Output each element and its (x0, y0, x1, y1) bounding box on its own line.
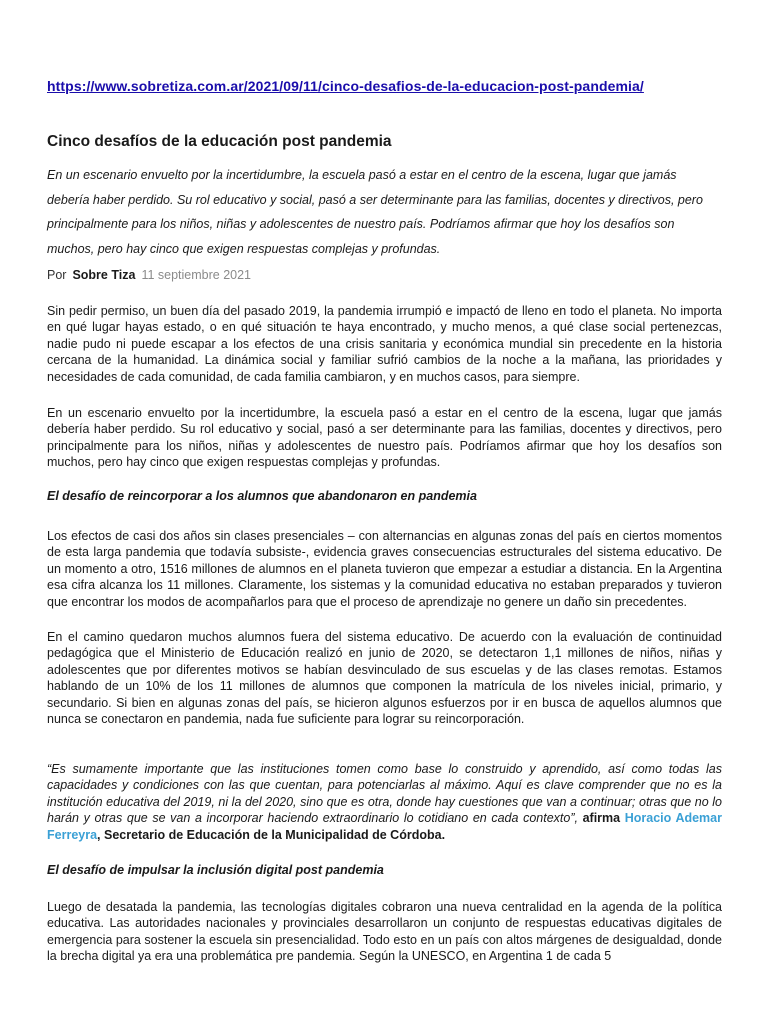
section-heading-1: El desafío de reincorporar a los alumnos que abandonaron en pandemia (47, 489, 477, 503)
byline-author[interactable]: Sobre Tiza (72, 268, 136, 282)
body-paragraph-2: En un escenario envuelto por la incertidumbre, la escuela pasó a estar en el centro de la escena, lugar que jamás debería haber perdido. Su rol educativo y social, pasó a ser determinante para las familias, docentes y directivos, pero principalmente para los niños, niñas y adolescentes de nuestro país. Podríamos afirmar que hoy los desafíos son muchos, pero hay cinco que exigen respuestas complejas y profundas. (47, 406, 722, 470)
byline-date: 11 septiembre 2021 (141, 268, 252, 282)
body-paragraph-3: Los efectos de casi dos años sin clases presenciales – con alternancias en algunas zonas del país en ciertos momentos de esta larga pandemia que todavía subsiste-, evidencia graves consecuencias estructurales del sistema educativo. De un momento a otro, 1516 millones de alumnos en el planeta tuvieron que empezar a estudiar a distancia. En la Argentina esa cifra alcanza los 11 millones. Claramente, los sistemas y la comunidad educativa no estaban preparados y tuvieron que encontrar los modos de acompañarlos para que el proceso de aprendizaje no genere un daño sin precedentes. (47, 529, 722, 609)
quote-role: , Secretario de Educación de la Municipalidad de Córdoba. (97, 827, 446, 842)
pull-quote (47, 761, 722, 843)
body-paragraph-1: Sin pedir permiso, un buen día del pasado 2019, la pandemia irrumpió e impactó de lleno en todo el planeta. No importa en qué lugar hayas estado, o en qué situación te haya encontrado, y mucho menos, a qué clase social pertenezcas, nadie pudo ni puede escapar a los efectos de una crisis sanitaria y económica mundial sin precedente en la historia cercana de la humanidad. La dinámica social y familiar sufrió cambios de la noche a la mañana, las prioridades y necesidades de cada comunidad, de cada familia cambiaron, y en muchos casos, para siempre. (47, 304, 722, 384)
byline-prefix: Por (47, 268, 67, 282)
article-title: Cinco desafíos de la educación post pandemia (47, 133, 392, 150)
quote-person-link[interactable]: Horacio Ademar Ferreyra (47, 811, 722, 842)
quote-text: “Es sumamente importante que las instituciones tomen como base lo construido y aprendido, así como todas las capacidades y condiciones con las que cuentan, para potenciarlas al máximo. Aquí es clave comprender que no es la institución educativa del 2019, ni la del 2020, sino que es otra, donde hay cuestiones que van a continuar; otras que no lo harán y otras que se van a incorporar haciendo extraordinario lo cotidiano en cada contexto”, (47, 762, 722, 826)
byline (47, 268, 251, 282)
body-paragraph-5: Luego de desatada la pandemia, las tecnologías digitales cobraron una nueva centralidad en la agenda de la política educativa. Las autoridades nacionales y provinciales desarrollaron un conjunto de respuestas educativas digitales de emergencia para sostener la escuela sin presencialidad. Todo esto en un país con altos márgenes de desigualdad, donde la brecha digital ya era una problemática pre pandemia. Según la UNESCO, en Argentina 1 de cada 5 (47, 900, 722, 964)
article-lead: En un escenario envuelto por la incertidumbre, la escuela pasó a estar en el centro de la escena, lugar que jamás debería haber perdido. Su rol educativo y social, pasó a ser determinante para las familias, docentes y directivos, pero principalmente para los niños, niñas y adolescentes de nuestro país. Podríamos afirmar que hoy los desafíos son muchos, pero hay cinco que exigen respuestas complejas y profundas. (47, 168, 703, 256)
source-url-link[interactable]: https://www.sobretiza.com.ar/2021/09/11/cinco-desafios-de-la-educacion-post-pandemia/ (47, 78, 644, 94)
section-heading-2: El desafío de impulsar la inclusión digital post pandemia (47, 863, 384, 877)
quote-verb: afirma (582, 811, 621, 826)
body-paragraph-4: En el camino quedaron muchos alumnos fuera del sistema educativo. De acuerdo con la evaluación de continuidad pedagógica que el Ministerio de Educación realizó en junio de 2020, se detectaron 1,1 millones de niños, niñas y adolescentes que por diferentes motivos se habían desvinculado de sus escuelas y de las clases remotas. Estamos hablando de un 10% de los 11 millones de alumnos que componen la matrícula de los niveles inicial, primario, y secundario. Si bien en algunas zonas del país, se hicieron algunos esfuerzos por ir en busca de aquellos alumnos que nunca se conectaron en pandemia, nada fue suficiente para lograr su reincorporación. (47, 630, 722, 727)
